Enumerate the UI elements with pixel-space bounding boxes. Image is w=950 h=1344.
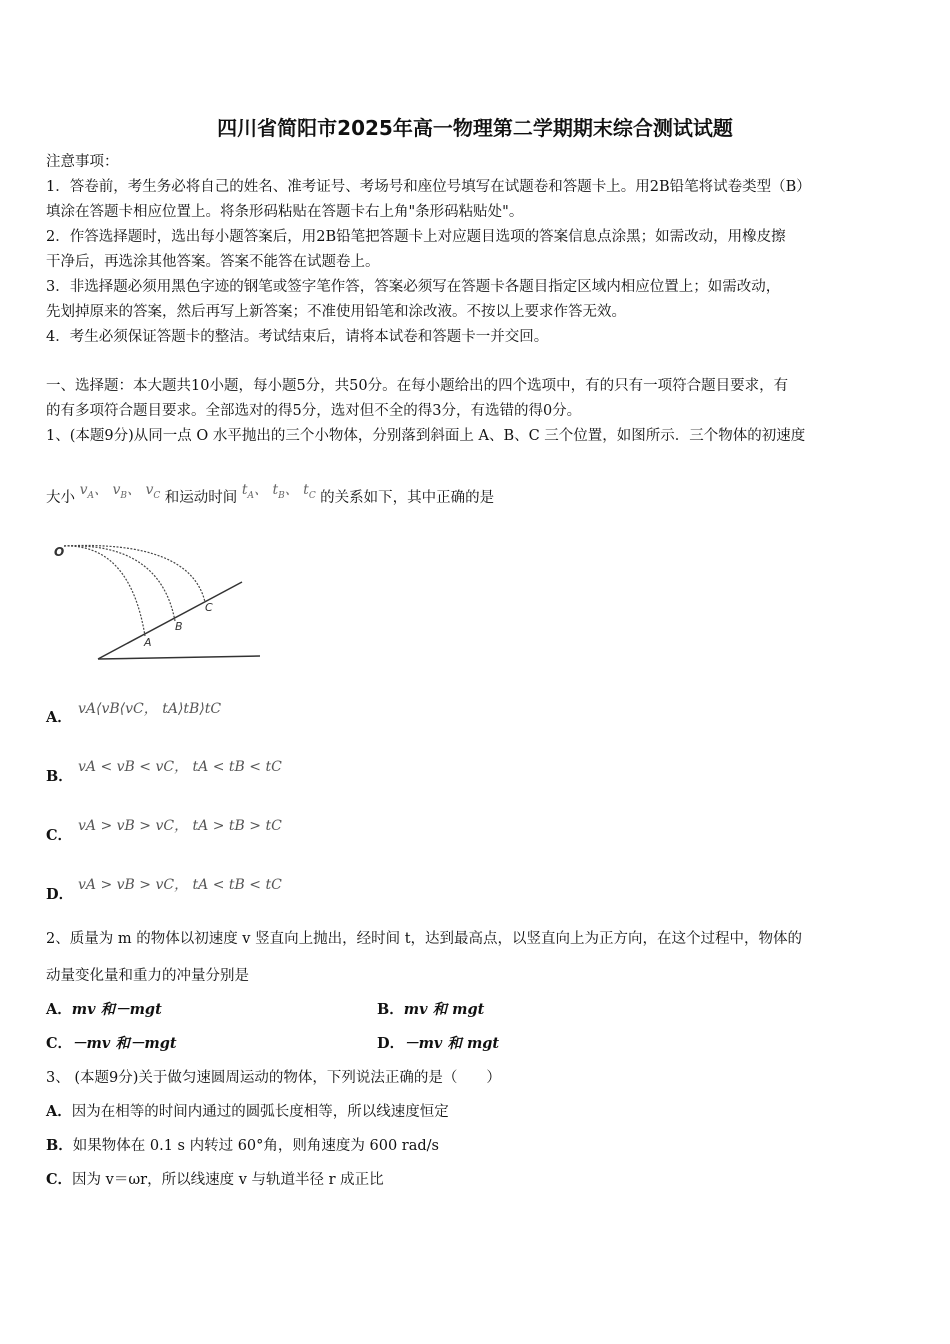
q2-option-d[interactable]: D．－mv 和 mgt <box>377 1035 500 1052</box>
section-heading: 的有多项符合题目要求。全部选对的得5分，选对但不全的得3分，有选错的得0分。 <box>46 403 582 419</box>
q1-option-b-label[interactable]: B． <box>46 768 73 785</box>
point-b-label: B <box>175 620 183 633</box>
q1-mid: 和运动时间 <box>164 490 238 506</box>
notice-heading: 注意事项： <box>46 154 119 170</box>
point-a-label: A <box>144 636 152 649</box>
notice-line: 2．作答选择题时，选出每小题答案后，用2B铅笔把答题卡上对应题目选项的答案信息点涂黑；如需改动，用橡皮擦 <box>46 229 786 245</box>
q1-post: 的关系如下，其中正确的是 <box>320 490 495 506</box>
t-symbols: $t_A$、 $t_B$、 $t_C$ <box>241 482 316 501</box>
projectile-figure <box>50 536 270 666</box>
notice-line: 1．答卷前，考生务必将自己的姓名、准考证号、考场号和座位号填写在试题卷和答题卡上。用2B铅笔将试卷类型（B） <box>46 179 811 195</box>
q3-option-a[interactable]: A．因为在相等的时间内通过的圆弧长度相等，所以线速度恒定 <box>46 1103 449 1120</box>
q2-option-a[interactable]: A．mv 和－mgt <box>46 1001 162 1018</box>
point-o-label: O <box>54 545 65 559</box>
q1-option-b-expr: vA < vB < vC， tA < tB < tC <box>78 759 282 775</box>
q1-option-c-expr: vA > vB > vC， tA > tB > tC <box>78 818 282 834</box>
q1-option-d-expr: vA > vB > vC， tA < tB < tC <box>78 877 282 893</box>
q1-option-a-expr: vA⟨vB⟨vC， tA⟩tB⟩tC <box>78 701 222 717</box>
point-c-label: C <box>205 601 213 614</box>
q1-pre: 大小 <box>46 490 75 506</box>
notice-line: 干净后，再选涂其他答案。答案不能答在试题卷上。 <box>46 254 380 270</box>
notice-line: 4．考生必须保证答题卡的整洁。考试结束后，请将本试卷和答题卡一并交回。 <box>46 329 549 345</box>
q3-stem: 3、 (本题9分)关于做匀速圆周运动的物体，下列说法正确的是（ ） <box>46 1070 501 1086</box>
q2-option-b[interactable]: B．mv 和 mgt <box>377 1001 485 1018</box>
q3-option-c[interactable]: C．因为 v＝ωr，所以线速度 v 与轨道半径 r 成正比 <box>46 1171 384 1188</box>
notice-line: 填涂在答题卡相应位置上。将条形码粘贴在答题卡右上角"条形码粘贴处"。 <box>46 204 524 220</box>
q2-stem: 2、质量为 m 的物体以初速度 v 竖直向上抛出，经时间 t，达到最高点，以竖直向上为正方向，在这个过程中，物体的 <box>46 931 803 947</box>
q1-option-a-label[interactable]: A． <box>46 709 72 726</box>
q1-option-c-label[interactable]: C． <box>46 827 73 844</box>
q3-option-b[interactable]: B．如果物体在 0.1 s 内转过 60°角，则角速度为 600 rad/s <box>46 1137 439 1154</box>
section-heading: 一、选择题：本大题共10小题，每小题5分，共50分。在每小题给出的四个选项中，有的只有一项符合题目要求，有 <box>46 378 789 394</box>
q1-stem-line2 <box>46 482 908 514</box>
q2-option-c[interactable]: C．－mv 和－mgt <box>46 1035 177 1052</box>
notice-line: 先划掉原来的答案，然后再写上新答案；不准使用铅笔和涂改液。不按以上要求作答无效。 <box>46 304 626 320</box>
q2-stem-line2: 动量变化量和重力的冲量分别是 <box>46 968 249 984</box>
q1-option-d-label[interactable]: D． <box>46 886 74 903</box>
page-title: 四川省简阳市2025年高一物理第二学期期末综合测试试题 <box>217 116 733 140</box>
q1-stem: 1、(本题9分)从同一点 O 水平抛出的三个小物体，分别落到斜面上 A、B、C 三个位置，如图所示．三个物体的初速度 <box>46 428 806 444</box>
v-symbols: $v_A$、 $v_B$、 $v_C$ <box>79 482 161 501</box>
notice-line: 3．非选择题必须用黑色字迹的钢笔或签字笔作答，答案必须写在答题卡各题目指定区域内相应位置上；如需改动， <box>46 279 781 295</box>
